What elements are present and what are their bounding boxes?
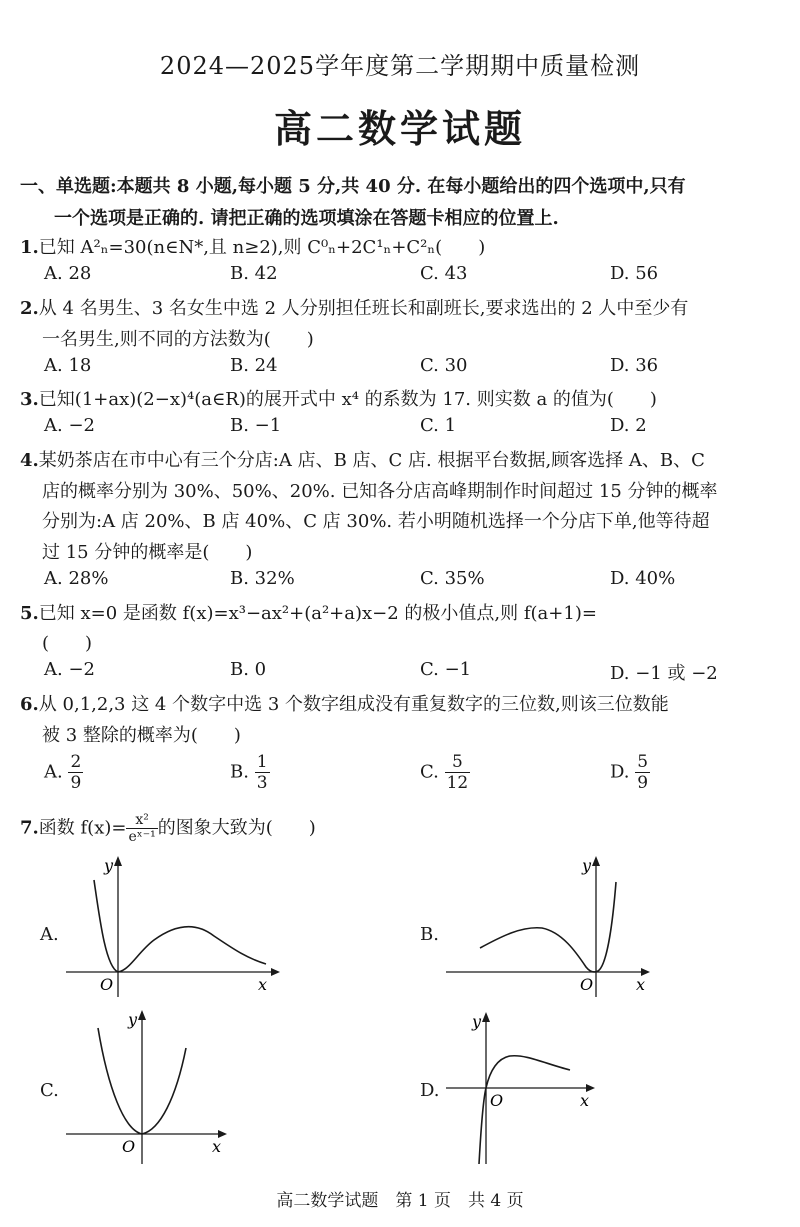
question-number: 5. <box>20 603 39 624</box>
q5-option-d[interactable]: D. −1 或 −2 <box>610 663 718 684</box>
question-6 <box>20 690 669 716</box>
question-number: 3. <box>20 389 39 410</box>
question-6-line2: 被 3 整除的概率为( ) <box>42 725 241 746</box>
q1-option-c[interactable]: C. 43 <box>420 263 468 284</box>
denominator: 9 <box>637 773 649 793</box>
question-number: 1. <box>20 237 39 258</box>
question-text-prefix: 函数 f(x)= <box>38 817 127 839</box>
origin-label: O <box>490 1091 504 1110</box>
question-2 <box>20 294 688 320</box>
y-axis-arrow <box>114 856 122 866</box>
fraction <box>68 752 83 793</box>
section-instructions-line1: 一、单选题:本题共 8 小题,每小题 5 分,共 40 分. 在每小题给出的四个选项中,只有 <box>20 176 686 197</box>
question-5 <box>20 599 597 625</box>
denominator: eˣ⁻¹ <box>128 829 156 845</box>
q2-option-a[interactable]: A. 18 <box>44 355 92 376</box>
page-footer: 高二数学试题 第 1 页 共 4 页 <box>276 1191 524 1211</box>
q7-option-b-label[interactable]: B. <box>420 924 439 945</box>
fraction <box>635 752 650 793</box>
option-label: D. <box>610 761 630 783</box>
q4-option-c[interactable]: C. 35% <box>420 568 485 589</box>
y-axis-label: y <box>104 856 114 875</box>
y-axis-label: y <box>472 1012 482 1031</box>
question-number: 6. <box>20 694 39 715</box>
q5-option-c[interactable]: C. −1 <box>420 659 472 680</box>
question-number: 4. <box>20 450 39 471</box>
q7-option-c-label[interactable]: C. <box>40 1080 59 1101</box>
question-text: 已知 x=0 是函数 f(x)=x³−ax²+(a²+a)x−2 的极小值点,则 f(a+1)= <box>38 603 597 624</box>
numerator: 5 <box>445 752 471 773</box>
q3-option-d[interactable]: D. 2 <box>610 415 647 436</box>
question-7 <box>20 812 316 845</box>
q7-graph-a[interactable] <box>66 852 282 998</box>
curve <box>94 880 266 972</box>
q2-option-c[interactable]: C. 30 <box>420 355 468 376</box>
section-instructions-line2: 一个选项是正确的. 请把正确的选项填涂在答题卡相应的位置上. <box>54 208 559 229</box>
question-number: 2. <box>20 298 39 319</box>
question-4-line3: 分别为:A 店 20%、B 店 40%、C 店 30%. 若小明随机选择一个分店下单,他等待超 <box>42 511 710 532</box>
option-label: C. <box>420 761 439 783</box>
q5-option-a[interactable]: A. −2 <box>44 659 95 680</box>
question-text: 已知(1+ax)(2−x)⁴(a∈R)的展开式中 x⁴ 的系数为 17. 则实数 a 的值为( ) <box>38 389 657 410</box>
x-axis-label: x <box>212 1137 222 1156</box>
y-axis-arrow <box>138 1010 146 1020</box>
origin-label: O <box>122 1137 136 1156</box>
y-axis-arrow <box>482 1012 490 1022</box>
q4-option-d[interactable]: D. 40% <box>610 568 676 589</box>
option-label: B. <box>230 761 249 783</box>
x-axis-label: x <box>636 975 646 994</box>
question-number: 7. <box>20 817 39 839</box>
q6-option-a[interactable] <box>44 752 83 793</box>
q4-option-a[interactable]: A. 28% <box>44 568 109 589</box>
q6-option-b[interactable] <box>230 752 270 793</box>
numerator: 2 <box>70 752 82 772</box>
question-4 <box>20 446 705 472</box>
q3-option-a[interactable]: A. −2 <box>44 415 95 436</box>
question-text: 从 0,1,2,3 这 4 个数字中选 3 个数字组成没有重复数字的三位数,则该三位数能 <box>38 694 669 715</box>
denominator: 9 <box>70 773 82 793</box>
q3-option-c[interactable]: C. 1 <box>420 415 457 436</box>
question-text: 某奶茶店在市中心有三个分店:A 店、B 店、C 店. 根据平台数据,顾客选择 A、B、C <box>38 450 705 471</box>
y-axis-label: y <box>582 856 592 875</box>
q1-option-d[interactable]: D. 56 <box>610 263 659 284</box>
q7-option-d-label[interactable]: D. <box>420 1080 440 1101</box>
numerator: 5 <box>637 752 649 772</box>
question-text: 从 4 名男生、3 名女生中选 2 人分别担任班长和副班长,要求选出的 2 人中至少有 <box>38 298 689 319</box>
question-1 <box>20 233 485 259</box>
q2-option-b[interactable]: B. 24 <box>230 355 278 376</box>
q7-graph-d[interactable] <box>446 1008 626 1166</box>
q6-option-d[interactable] <box>610 752 650 793</box>
function-fraction <box>126 812 157 845</box>
q7-graph-b[interactable] <box>446 852 662 998</box>
question-4-line2: 店的概率分别为 30%、50%、20%. 已知各分店高峰期制作时间超过 15 分钟的概率 <box>42 481 718 502</box>
denominator: 3 <box>256 773 268 793</box>
q5-option-b[interactable]: B. 0 <box>230 659 267 680</box>
q3-option-b[interactable]: B. −1 <box>230 415 282 436</box>
q2-option-d[interactable]: D. 36 <box>610 355 659 376</box>
q1-option-b[interactable]: B. 42 <box>230 263 278 284</box>
question-text-suffix: 的图象大致为( ) <box>157 817 316 839</box>
exam-header: 2024—2025学年度第二学期期中质量检测 <box>159 52 641 80</box>
q1-option-a[interactable]: A. 28 <box>44 263 92 284</box>
x-axis-label: x <box>580 1091 590 1110</box>
fraction <box>255 752 270 793</box>
origin-label: O <box>100 975 114 994</box>
q6-option-c[interactable] <box>420 752 470 793</box>
numerator: x² <box>126 812 157 829</box>
question-3 <box>20 385 657 411</box>
q7-option-a-label[interactable]: A. <box>40 924 59 945</box>
denominator: 12 <box>446 773 469 793</box>
q7-graph-c[interactable] <box>66 1008 266 1166</box>
question-text: 已知 A²ₙ=30(n∈N*,且 n≥2),则 C⁰ₙ+2C¹ₙ+C²ₙ( ) <box>38 237 486 258</box>
y-axis-arrow <box>592 856 600 866</box>
fraction <box>445 752 471 793</box>
page-title: 高二数学试题 <box>273 106 526 151</box>
q4-option-b[interactable]: B. 32% <box>230 568 295 589</box>
question-5-line2: ( ) <box>42 633 93 654</box>
numerator: 1 <box>256 752 268 772</box>
x-axis-arrow <box>271 968 280 976</box>
question-4-line4: 过 15 分钟的概率是( ) <box>42 542 253 563</box>
question-2-line2: 一名男生,则不同的方法数为( ) <box>42 329 314 350</box>
origin-label: O <box>580 975 594 994</box>
y-axis-label: y <box>128 1010 138 1029</box>
option-label: A. <box>44 761 63 783</box>
x-axis-label: x <box>258 975 268 994</box>
